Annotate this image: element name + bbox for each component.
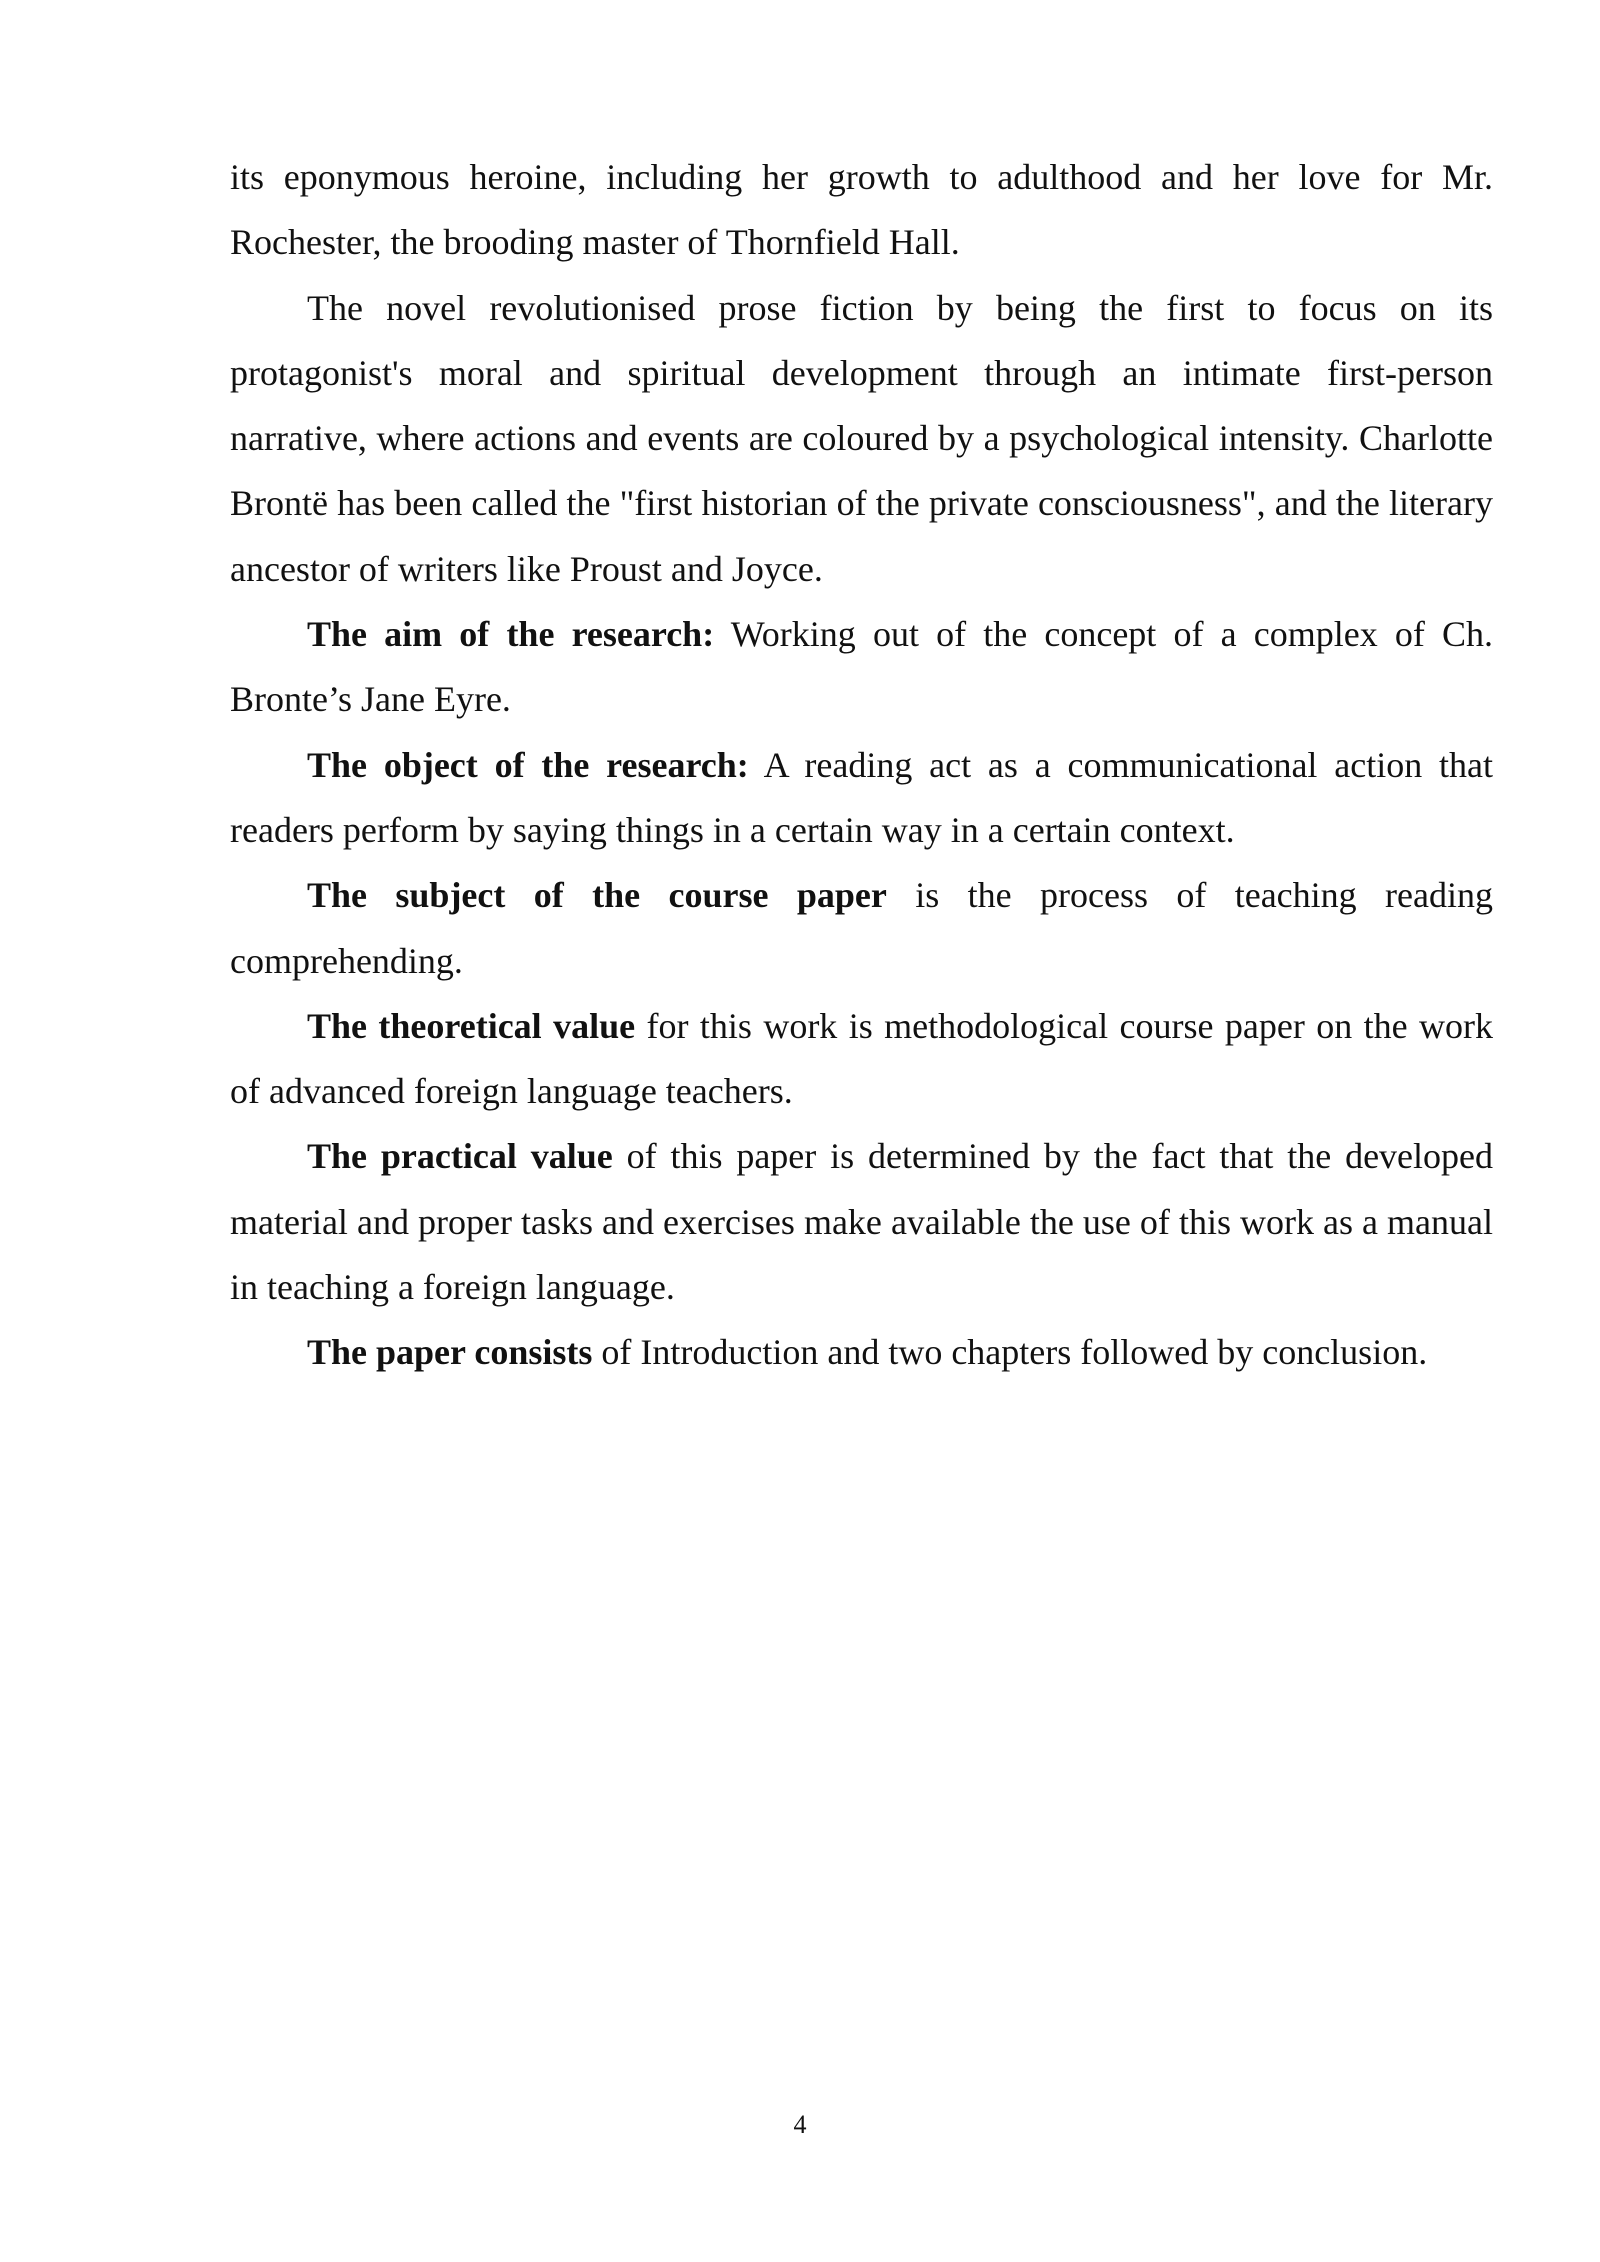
subject-text: is the process of teaching reading comprehending. xyxy=(230,875,1493,981)
aim-text: Working out of the concept of a complex of Ch. Bronte’s Jane Eyre. xyxy=(230,614,1493,720)
object-text: A reading act as a communicational action that readers perform by saying things in a certain way in a certain context. xyxy=(230,744,1493,850)
aim-heading: The aim of the research: xyxy=(307,614,715,655)
practical-value-heading: The practical value xyxy=(307,1136,613,1177)
theoretical-value-heading: The theoretical value xyxy=(307,1005,636,1046)
paragraph-object xyxy=(230,733,1493,864)
paragraph-continuation xyxy=(230,145,1493,276)
paragraph-practical-value xyxy=(230,1124,1493,1320)
page-number: 4 xyxy=(793,2110,807,2139)
paragraph-text: The novel revolutionised prose fiction by being the first to focus on its protagonist's moral and spiritual development through an intimate first-person narrative, where actions and events are coloured by a psychological intensity. Charlotte Brontë has been called the "first historian of the private consciousness", and the literary ancestor of writers like Proust and Joyce. xyxy=(230,287,1493,589)
paragraph-aim xyxy=(230,602,1493,733)
theoretical-value-text: for this work is methodological course paper on the work of advanced foreign language teachers. xyxy=(230,1005,1493,1112)
paragraph-structure xyxy=(230,1320,1493,1385)
subject-heading: The subject of the course paper xyxy=(307,875,887,916)
object-heading: The object of the research: xyxy=(307,744,749,785)
paragraph-text: its eponymous heroine, including her growth to adulthood and her love for Mr. Rochester, the brooding master of Thornfield Hall. xyxy=(230,157,1493,263)
practical-value-text: of this paper is determined by the fact that the developed material and proper tasks and exercises make available the use of this work as a manual in teaching a foreign language. xyxy=(230,1136,1494,1308)
structure-heading: The paper consists xyxy=(307,1332,593,1373)
paragraph-novel xyxy=(230,276,1493,602)
structure-text: of Introduction and two chapters followed by conclusion. xyxy=(592,1332,1428,1373)
paragraph-subject xyxy=(230,863,1493,994)
paragraph-theoretical-value xyxy=(230,994,1493,1125)
body-text xyxy=(230,145,1493,1386)
